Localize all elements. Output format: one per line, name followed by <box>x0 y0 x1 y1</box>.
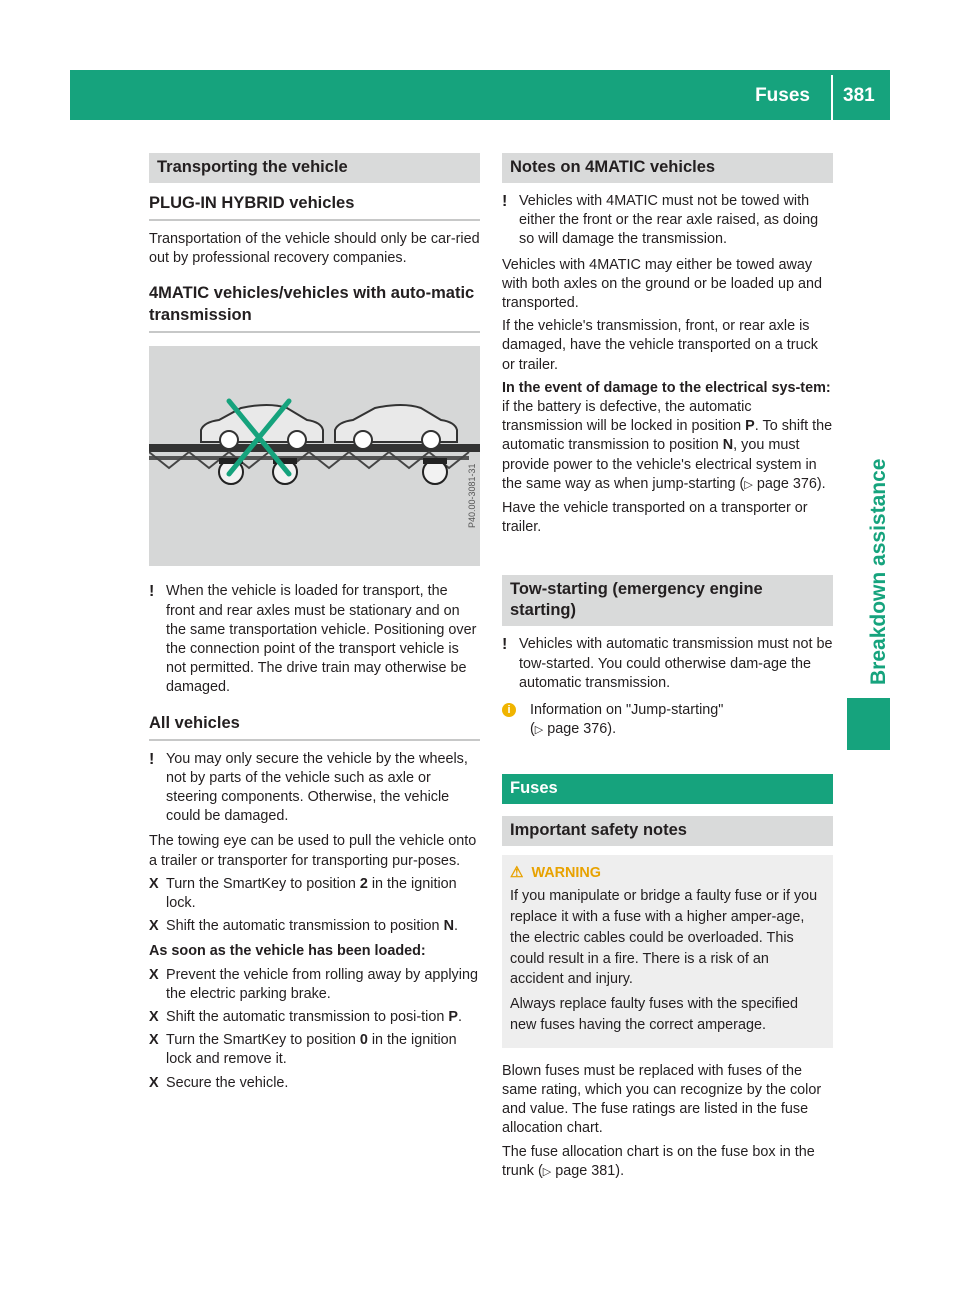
info-icon: i <box>502 703 516 717</box>
right-column <box>502 153 833 1186</box>
step-arrow-icon: X <box>149 918 159 935</box>
warning-title: ⚠ WARNING <box>510 863 825 884</box>
side-chapter-label: Breakdown assistance <box>867 458 890 685</box>
loaded-heading: As soon as the vehicle has been loaded: <box>149 943 426 960</box>
header-separator <box>831 75 833 120</box>
exclamation-icon: ! <box>502 636 508 654</box>
step-arrow-icon: X <box>149 1074 159 1091</box>
page-reference-triangle-icon: ▷ <box>744 478 753 491</box>
transport-illustration <box>149 346 480 566</box>
paragraph-plugin-hybrid: Transportation of the vehicle should only be car-ried out by professional recovery companies. <box>149 231 480 267</box>
section-heading-transporting: Transporting the vehicle <box>149 153 480 183</box>
paragraph-fuse-chart: The fuse allocation chart is on the fuse box in the trunk (▷ page 381). <box>502 1143 815 1179</box>
subheading-4matic: 4MATIC vehicles/vehicles with auto-matic transmission <box>149 282 480 333</box>
paragraph-transporter: Have the vehicle transported on a transporter or trailer. <box>502 500 808 536</box>
section-heading-tow-starting: Tow-starting (emergency engine starting) <box>502 575 833 626</box>
exclamation-icon: ! <box>149 583 155 601</box>
note-4matic-towing: ! Vehicles with 4MATIC must not be towed with either the front or the rear axle raised, as doing so will damage the transmission. <box>502 193 819 248</box>
page-reference-triangle-icon: ▷ <box>534 724 544 737</box>
step-arrow-icon: X <box>149 1032 159 1049</box>
step-smartkey-2: X Turn the SmartKey to position 2 in the ignition lock. <box>149 875 457 912</box>
left-column <box>149 153 480 1097</box>
paragraph-towing-eye: The towing eye can be used to pull the vehicle onto a trailer or transporter for transporting pur-poses. <box>149 833 477 869</box>
subheading-all-vehicles: All vehicles <box>149 712 480 741</box>
paragraph-4matic-towed: Vehicles with 4MATIC may either be towed away with both axles on the ground or be loaded up and transported. <box>502 256 823 312</box>
warning-text-replace: Always replace faulty fuses with the specified new fuses having the correct amperage. <box>510 996 798 1034</box>
section-heading-fuses: Fuses <box>502 774 833 804</box>
info-jump-starting: i Information on "Jump-starting" (▷ page 376). <box>502 701 833 740</box>
step-arrow-icon: X <box>149 1009 159 1026</box>
warning-box <box>502 855 833 1047</box>
exclamation-icon: ! <box>149 750 155 768</box>
step-shift-n: X Shift the automatic transmission to position N. <box>149 917 480 936</box>
running-header-title: Fuses <box>755 85 810 106</box>
transport-diagram-svg <box>149 346 480 566</box>
note-front-rear-axles: ! When the vehicle is loaded for transport, the front and rear axles must be stationary and on the same transportation vehicle. Positioning over the connection point of the transport vehicle is not permitted. The drive train may otherwise be damaged. <box>149 583 477 696</box>
step-arrow-icon: X <box>149 966 159 983</box>
warning-triangle-icon: ⚠ <box>510 864 524 882</box>
section-heading-4matic-notes: Notes on 4MATIC vehicles <box>502 153 833 183</box>
step-shift-p: X Shift the automatic transmission to posi-tion P. <box>149 1008 480 1027</box>
paragraph-blown-fuses: Blown fuses must be replaced with fuses of the same rating, which you can recognize by the color and value. The fuse ratings are listed in the fuse allocation chart. <box>502 1062 822 1137</box>
subheading-plugin-hybrid: PLUG-IN HYBRID vehicles <box>149 192 480 221</box>
side-chapter-tab <box>847 120 890 690</box>
warning-text-risk: If you manipulate or bridge a faulty fuse or if you replace it with a fuse with a higher amper-age, the electric cables could be overloaded. This could result in a fire. There is a risk of an accident and injury. <box>510 888 818 988</box>
page-reference-triangle-icon: ▷ <box>542 1165 552 1178</box>
page-reference-link[interactable]: page 376). <box>547 721 617 738</box>
step-smartkey-0: X Turn the SmartKey to position 0 in the ignition lock and remove it. <box>149 1032 457 1068</box>
page-number: 381 <box>843 85 875 106</box>
side-chapter-marker <box>847 698 890 750</box>
exclamation-icon: ! <box>502 193 508 210</box>
note-no-tow-start: ! Vehicles with automatic transmission must not be tow-started. You could otherwise dam-age the automatic transmission. <box>502 636 833 691</box>
note-secure-by-wheels: ! You may only secure the vehicle by the wheels, not by parts of the vehicle such as axle or steering components. Otherwise, the vehicle could be damaged. <box>149 750 468 825</box>
section-heading-safety-notes: Important safety notes <box>502 816 833 846</box>
page-reference-link[interactable]: page 376). <box>756 475 826 492</box>
page-reference-link[interactable]: page 381). <box>555 1162 625 1179</box>
figure-code: P40.00-3081-31 <box>467 463 477 529</box>
paragraph-damaged-transmission: If the vehicle's transmission, front, or rear axle is damaged, have the vehicle transported on a truck or trailer. <box>502 318 818 373</box>
step-secure-vehicle: X Secure the vehicle. <box>149 1074 480 1093</box>
step-arrow-icon: X <box>149 875 159 892</box>
step-parking-brake: X Prevent the vehicle from rolling away by applying the electric parking brake. <box>149 966 478 1002</box>
paragraph-electrical-damage: In the event of damage to the electrical sys-tem: if the battery is defective, the automatic transmission will be locked in position P. To shift the automatic transmission to position N, you must provide power to the vehicle's electrical system in the same way as when jump-starting (▷ page 376). <box>502 379 833 492</box>
